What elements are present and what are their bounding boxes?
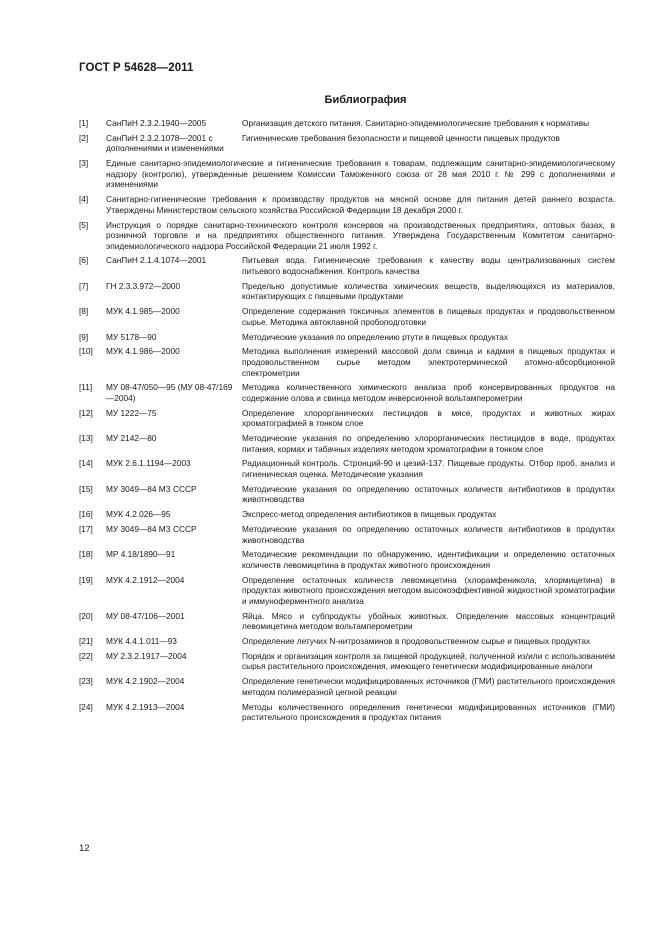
entry-number: [23] [79, 676, 93, 687]
bibliography-title: Библиография [324, 94, 407, 106]
entry-code: СанПиН 2.1.4.1074—2001 [106, 255, 207, 266]
bibliography-entry-16 [79, 509, 615, 520]
entry-description: Методические указания по определению хлорорганических пестицидов в воде, продуктах питания, кормах и табачных изделиях методом хроматографии в тонком слое [242, 433, 615, 454]
page-number: 12 [79, 843, 90, 854]
entry-description: Яйца. Мясо и субпродукты убойных животных. Определение массовых концентраций левомицетина методом вольтамперометрии [242, 610, 615, 632]
entry-number: [8] [79, 306, 89, 317]
bibliography-entry-11 [79, 382, 615, 403]
entry-number: [4] [79, 194, 89, 205]
entry-number: [22] [79, 650, 93, 661]
entry-description: Методика выполнения измерений массовой доли свинца и кадмия в пищевых продуктах и продовольственном сырье методом электротермической атомно-абсорбционной спектрометрии [242, 346, 615, 378]
entry-number: [15] [79, 483, 93, 494]
entry-description: Единые санитарно-эпидемиологические и гигиенические требования к товарам, подлежащим санитарно-эпидемиологическому надзору (контролю), утвержденные решением Комиссии Таможенного союза от 28 мая 2010 г. № 299 с дополнениями и изменениями [106, 158, 615, 190]
bibliography-entry-9 [79, 332, 615, 343]
bibliography-entry-7 [79, 281, 615, 302]
bibliography-entry-14 [79, 458, 615, 479]
bibliography-entry-22 [79, 651, 615, 672]
entry-code: МУК 4.2.1912—2004 [106, 574, 185, 585]
bibliography-entry-20 [79, 611, 615, 632]
entry-code: МР 4.18/1890—91 [106, 549, 176, 560]
bibliography-entry-21 [79, 636, 615, 647]
document-standard-header: ГОСТ Р 54628—2011 [79, 62, 194, 74]
entry-number: [20] [79, 610, 93, 621]
entry-code: МУ 3049—84 МЗ СССР [106, 524, 197, 534]
entry-description: Организация детского питания. Санитарно-эпидемиологические требования к нормативы [242, 118, 590, 128]
entry-number: [16] [79, 509, 93, 520]
entry-number: [24] [79, 701, 93, 712]
bibliography-entry-23 [79, 676, 615, 697]
bibliography-list [79, 118, 615, 727]
bibliography-entry-15 [79, 484, 615, 505]
bibliography-entry-12 [79, 408, 615, 429]
bibliography-entry-3 [79, 158, 615, 190]
entry-description: Методические указания по определению ртути в пищевых продуктах [242, 331, 509, 342]
entry-number: [18] [79, 549, 93, 560]
entry-number: [9] [79, 331, 89, 342]
entry-code: МУК 4.2.1913—2004 [106, 701, 185, 712]
bibliography-entry-17 [79, 524, 615, 545]
entry-description: Предельно допустимые количества химических веществ, выделяющихся из материалов, контактирующих с пищевыми продуктами [242, 280, 615, 302]
entry-number: [19] [79, 574, 93, 585]
entry-description: Определение хлорорганических пестицидов в мясе, продуктах и животных жирах хроматографией в тонком слое [242, 407, 615, 429]
bibliography-entry-24 [79, 702, 615, 723]
entry-number: [2] [79, 132, 89, 143]
entry-description: Порядок и организация контроля за пищевой продукцией, полученной из/или с использованием сырья растительного происхождения, имеющего генетически модифицированные аналоги [242, 650, 615, 672]
bibliography-entry-2 [79, 133, 615, 154]
entry-description: Определение летучих N-нитрозаминов в продовольственном сырье и пищевых продуктах [242, 636, 591, 647]
entry-number: [11] [79, 382, 93, 393]
entry-description: Радиационный контроль. Стронций-90 и цезий-137. Пищевые продукты. Отбор проб, анализ и гигиеническая оценка. Методические указания [242, 458, 615, 480]
bibliography-entry-8 [79, 306, 615, 327]
entry-number: [12] [79, 407, 93, 418]
entry-number: [6] [79, 255, 89, 266]
entry-number: [17] [79, 524, 93, 534]
bibliography-entry-18 [79, 549, 615, 570]
entry-description: Питьевая вода. Гигиенические требования к качеству воды централизованных систем питьевого водоснабжения. Контроль качества [242, 255, 615, 277]
entry-description: Гигиенические требования безопасности и пищевой ценности пищевых продуктов [242, 132, 560, 143]
entry-description: Инструкция о порядке санитарно-технического контроля консервов на производственных предприятиях, оптовых базах, в розничной торговле и на предприятиях общественного питания. Утверждена Государственным Комитетом санитарно-эпидемиологического надзора Российской Федерации 21 июля 1992 г. [106, 219, 615, 251]
entry-code: МУК 4.1.985—2000 [106, 306, 180, 317]
entry-description: Методические указания по определению остаточных количеств антибиотиков в продуктах животноводства [242, 524, 615, 545]
entry-description: Методика количественного химического анализа проб консервированных продуктов на содержание олова и свинца методом инверсионной вольтамперометрии [242, 382, 615, 403]
entry-number: [13] [79, 433, 93, 444]
entry-number: [5] [79, 219, 89, 230]
entry-code: МУ 5178—90 [106, 331, 157, 342]
entry-code: МУ 08-47/050—95 (МУ 08-47/169—2004) [106, 382, 233, 403]
entry-code: СанПиН 2.3.2.1078—2001 с дополнениями и изменениями [106, 132, 224, 154]
entry-description: Определение остаточных количеств левомицетина (хлорамфеникола, хлормицетина) в продуктах животного происхождения методом высокоэффективной жидкостной хроматографии и иммуноферментного анализа [242, 574, 615, 606]
entry-description: Определение содержания токсичных элементов в пищевых продуктах и продовольственном сырье. Методика автоклавной пробоподготовки [242, 306, 615, 327]
entry-description: Методические указания по определению остаточных количеств антибиотиков в продуктах животноводства [242, 483, 615, 505]
bibliography-entry-5 [79, 220, 615, 252]
entry-code: ГН 2.3.3.972—2000 [106, 280, 181, 291]
entry-number: [10] [79, 346, 93, 357]
entry-code: МУ 1222—75 [106, 407, 157, 418]
entry-code: МУ 2142—80 [106, 433, 157, 444]
entry-description: Определение генетически модифицированных источников (ГМИ) растительного происхождения методом полимеразной цепной реакции [242, 676, 615, 697]
entry-number: [14] [79, 458, 93, 469]
entry-number: [3] [79, 158, 89, 169]
entry-code: МУК 4.1.986—2000 [106, 346, 180, 357]
bibliography-entry-13 [79, 433, 615, 454]
entry-code: МУ 08-47/106—2001 [106, 610, 185, 621]
bibliography-entry-19 [79, 575, 615, 607]
entry-number: [7] [79, 280, 89, 291]
bibliography-entry-10 [79, 346, 615, 378]
entry-description: Экспресс-метод определения антибиотиков в пищевых продуктах [242, 509, 497, 520]
entry-number: [1] [79, 118, 89, 128]
entry-code: СанПиН 2.3.2.1940—2005 [106, 118, 207, 128]
entry-code: МУК 4.2.026—95 [106, 509, 171, 520]
entry-description: Методы количественного определения генетически модифицированных источников (ГМИ) растительного происхождения в продуктах питания [242, 701, 615, 723]
entry-description: Санитарно-гигиенические требования к производству продуктов на мясной основе для питания детей раннего возраста. Утверждены Министерством сельского хозяйства Российской Федерации 18 декабря 2000 г. [106, 194, 615, 215]
entry-description: Методические рекомендации по обнаружению, идентификации и определению остаточных количеств левомицетина в продуктах животного происхождения [242, 549, 615, 570]
entry-code: МУК 2.6.1.1194—2003 [106, 458, 191, 469]
bibliography-entry-1 [79, 118, 615, 129]
bibliography-entry-6 [79, 255, 615, 276]
bibliography-entry-4 [79, 194, 615, 215]
entry-code: МУ 3049—84 МЗ СССР [106, 483, 197, 494]
entry-code: МУ 2.3.2.1917—2004 [106, 650, 187, 661]
entry-number: [21] [79, 636, 93, 647]
entry-code: МУК 4.4.1.011—93 [106, 636, 177, 647]
entry-code: МУК 4.2.1902—2004 [106, 676, 185, 687]
